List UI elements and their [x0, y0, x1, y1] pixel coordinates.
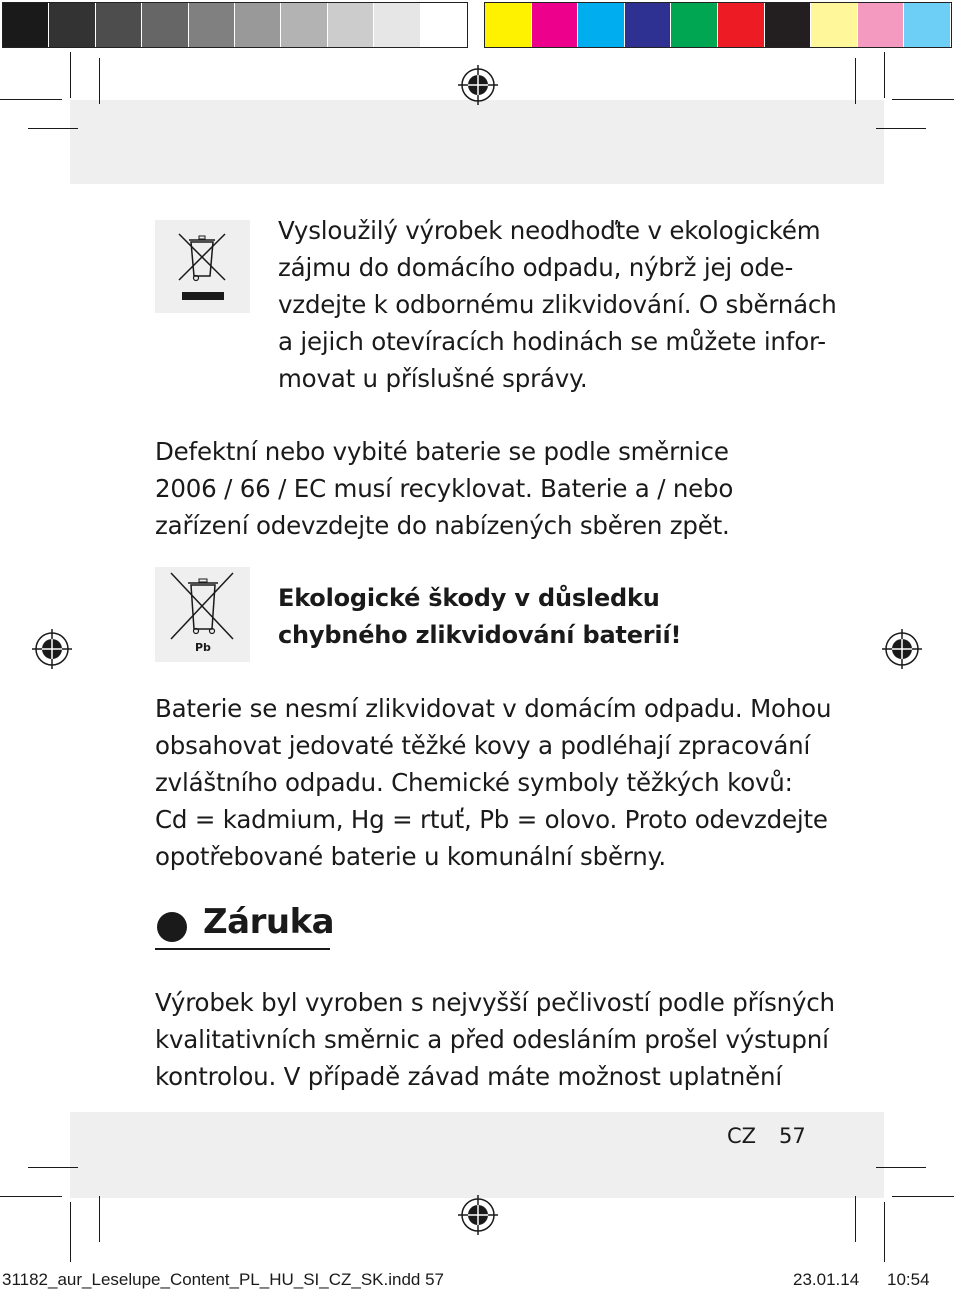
gray-swatch — [235, 3, 281, 47]
battery-paragraph-line: 2006 / 66 / EC musí recyklovat. Baterie a / nebo — [155, 474, 734, 503]
color-swatch — [532, 3, 579, 47]
registration-mark-icon — [32, 629, 72, 669]
section-title: Záruka — [203, 902, 335, 942]
gray-swatch — [142, 3, 188, 47]
disposal-paragraph-line: vzdejte k odbornému zlikvidování. O sběrnách — [278, 290, 837, 319]
color-calibration-bar — [484, 2, 952, 48]
heavy-metals-paragraph-line: opotřebované baterie u komunální sběrny. — [155, 842, 667, 871]
disposal-paragraph-line: Vysloužilý výrobek neodhoďte v ekologickém — [278, 216, 821, 245]
color-swatch — [578, 3, 625, 47]
color-swatch — [904, 3, 951, 47]
crossed-wheelie-bin-icon — [155, 220, 250, 313]
heading-underline — [155, 948, 330, 950]
battery-paragraph-line: zařízení odevzdejte do nabízených sběren zpět. — [155, 511, 730, 540]
footer-band — [70, 1112, 884, 1198]
heavy-metals-paragraph-line: Cd = kadmium, Hg = rtuť, Pb = olovo. Proto odevzdejte — [155, 805, 828, 834]
color-swatch — [718, 3, 765, 47]
registration-mark-icon — [458, 65, 498, 105]
gray-swatch — [3, 3, 49, 47]
warranty-paragraph-line: kontrolou. V případě závad máte možnost uplatnění — [155, 1062, 782, 1091]
heading-bullet-icon — [157, 912, 187, 942]
slug-date: 23.01.14 — [793, 1270, 860, 1289]
pb-label: Pb — [195, 641, 211, 654]
heavy-metals-paragraph-line: obsahovat jedovaté těžké kovy a podléhají zpracování — [155, 731, 811, 760]
gray-swatch — [189, 3, 235, 47]
registration-mark-icon — [882, 629, 922, 669]
color-swatch — [671, 3, 718, 47]
color-swatch — [811, 3, 858, 47]
header-band — [70, 100, 884, 184]
section-heading-zaruka — [203, 902, 334, 942]
warranty-paragraph-line: kvalitativních směrnic a před odesláním prošel výstupní — [155, 1025, 829, 1054]
disposal-paragraph-line: zájmu do domácího odpadu, nýbrž jej ode- — [278, 253, 794, 282]
disposal-icon-box — [155, 220, 250, 313]
gray-swatch — [281, 3, 327, 47]
footer-language: CZ — [727, 1124, 757, 1148]
color-swatch — [858, 3, 905, 47]
disposal-paragraph — [278, 212, 837, 397]
color-swatch — [625, 3, 672, 47]
warranty-paragraph-line: Výrobek byl vyroben s nejvyšší pečlivostí podle přísných — [155, 988, 835, 1017]
warning-heading-line: Ekologické škody v důsledku — [278, 584, 660, 612]
gray-swatch — [421, 3, 467, 47]
gray-swatch — [49, 3, 95, 47]
grayscale-calibration-bar — [2, 2, 468, 48]
battery-warning-heading — [278, 580, 681, 654]
heavy-metals-paragraph-line: zvláštního odpadu. Chemické symboly těžkých kovů: — [155, 768, 793, 797]
warranty-paragraph — [155, 984, 835, 1095]
warning-heading-line: chybného zlikvidování baterií! — [278, 621, 682, 649]
battery-disposal-icon-box — [155, 567, 250, 662]
battery-recycling-paragraph — [155, 433, 733, 544]
slug-filename: 31182_aur_Leselupe_Content_PL_HU_SI_CZ_SK.indd 57 — [2, 1270, 445, 1289]
color-swatch — [485, 3, 532, 47]
color-swatch — [765, 3, 812, 47]
footer-page-number: 57 — [779, 1124, 806, 1148]
heavy-metals-paragraph-line: Baterie se nesmí zlikvidovat v domácím odpadu. Mohou — [155, 694, 832, 723]
disposal-paragraph-line: movat u příslušné správy. — [278, 364, 588, 393]
disposal-paragraph-line: a jejich otevíracích hodinách se můžete infor- — [278, 327, 826, 356]
gray-swatch — [374, 3, 420, 47]
gray-swatch — [96, 3, 142, 47]
slug-time: 10:54 — [887, 1270, 930, 1289]
heavy-metals-paragraph — [155, 690, 831, 875]
battery-paragraph-line: Defektní nebo vybité baterie se podle směrnice — [155, 437, 729, 466]
gray-swatch — [328, 3, 374, 47]
registration-mark-icon — [458, 1195, 498, 1235]
